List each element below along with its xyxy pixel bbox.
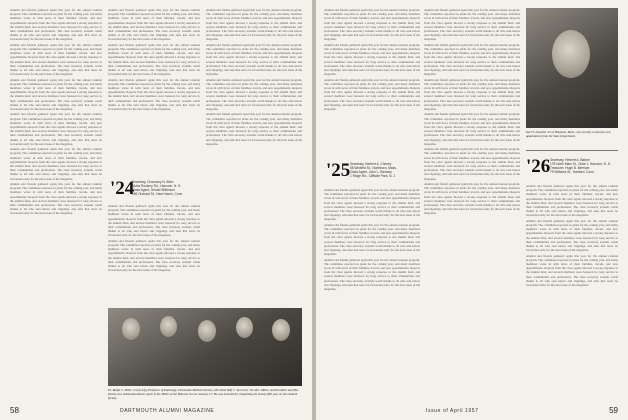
portrait-face <box>552 30 590 78</box>
section-divider <box>526 150 618 151</box>
person-3-face <box>198 320 216 342</box>
person-4-face <box>236 317 253 338</box>
right-column-1-bottom: Alumni and friends gathered again this year for the annual reunion program. The committee reported on plans for the coming year, and many members wrote in with news of their families, travels, and new appointments. Reports from the class agents showed a strong response to the alumni fund, and several members were honored for long service to their communities and professions. The class secretary extends warm thanks to all who sent letters and clippings, and asks that news be forwarded early for the next issue of the magazine. Alumni and friends gathered again this year for the annual reunion program. The committee reported on plans for the coming year, and many members wrote in with news of their families, travels, and new appointments. Reports from the class agents showed a strong response to the alumni fund, and several members were honored for long service to their communities and professions. The class secretary extends warm thanks to all who sent letters and clippings, and asks that news be forwarded early for the next issue of the magazine. Alumni and friends gathered again this year for the annual reunion program. The committee reported on plans for the coming year, and many members wrote in with news of their families, travels, and new appointments. Reports from the class agents showed a strong response to the alumni fund, and several members were honored for long service to their communities and professions. The class secretary extends warm thanks to all who sent letters and clippings, and asks that news be forwarded early for the next issue of the magazine. <box>324 188 420 292</box>
page-number-right: 59 <box>609 406 618 415</box>
group-photo-caption: Dr. Ralph C. Miller '24 (at left), Professor of Pathology, Dartmouth Medical School, with Dean Rolf C. Syvertsen '18, Mrs. Miller, and President and Mrs. Dickey at a testimonial dinner given to Dr. Miller at the Hanover Inn on January 17. He was honored for completing his twenty-fifth year on the medical faculty. <box>108 388 299 400</box>
class-year-heading-26: '26 <box>526 156 551 177</box>
right-column-1-top: Alumni and friends gathered again this year for the annual reunion program. The committee reported on plans for the coming year, and many members wrote in with news of their families, travels, and new appointments. Reports from the class agents showed a strong response to the alumni fund, and several members were honored for long service to their communities and professions. The class secretary extends warm thanks to all who sent letters and clippings, and asks that news be forwarded early for the next issue of the magazine. Alumni and friends gathered again this year for the annual reunion program. The committee reported on plans for the coming year, and many members wrote in with news of their families, travels, and new appointments. Reports from the class agents showed a strong response to the alumni fund, and several members were honored for long service to their communities and professions. The class secretary extends warm thanks to all who sent letters and clippings, and asks that news be forwarded early for the next issue of the magazine. Alumni and friends gathered again this year for the annual reunion program. The committee reported on plans for the coming year, and many members wrote in with news of their families, travels, and new appointments. Reports from the class agents showed a strong response to the alumni fund, and several members were honored for long service to their communities and professions. The class secretary extends warm thanks to all who sent letters and clippings, and asks that news be forwarded early for the next issue of the magazine. <box>324 8 420 112</box>
class-24-secretary-info: Secretary, Chauncey N. Allen Aloha Rockery Rd., Hanover, N. H. Class Agent, Gerald Wilkinson 596 Orchard St., New Haven, Conn. <box>132 180 184 196</box>
magazine-footer: DARTMOUTH ALUMNI MAGAZINE <box>120 408 215 414</box>
class-year-heading-25: '25 <box>326 160 351 181</box>
person-2-face <box>160 316 177 337</box>
portrait-photo <box>526 8 618 128</box>
issue-footer: Issue of April 1957 <box>426 408 479 414</box>
right-column-3: Alumni and friends gathered again this year for the annual reunion program. The committee reported on plans for the coming year, and many members wrote in with news of their families, travels, and new appointments. Reports from the class agents showed a strong response to the alumni fund, and several members were honored for long service to their communities and professions. The class secretary extends warm thanks to all who sent letters and clippings, and asks that news be forwarded early for the next issue of the magazine. Alumni and friends gathered again this year for the annual reunion program. The committee reported on plans for the coming year, and many members wrote in with news of their families, travels, and new appointments. Reports from the class agents showed a strong response to the alumni fund, and several members were honored for long service to their communities and professions. The class secretary extends warm thanks to all who sent letters and clippings, and asks that news be forwarded early for the next issue of the magazine. Alumni and friends gathered again this year for the annual reunion program. The committee reported on plans for the coming year, and many members wrote in with news of their families, travels, and new appointments. Reports from the class agents showed a strong response to the alumni fund, and several members were honored for long service to their communities and professions. The class secretary extends warm thanks to all who sent letters and clippings, and asks that news be forwarded early for the next issue of the magazine. <box>526 184 618 288</box>
class-26-secretary-info: Secretary, Herbert A. Barker 178 North Main St., Suite 1, Hanover, N. H. Treasurer, Hugh B. Merriam 79 Williams St., Hartford, Conn. <box>550 158 611 174</box>
person-5-face <box>272 319 290 341</box>
page-number-left: 58 <box>10 406 19 415</box>
left-column-3: Alumni and friends gathered again this year for the annual reunion program. The committee reported on plans for the coming year, and many members wrote in with news of their families, travels, and new appointments. Reports from the class agents showed a strong response to the alumni fund, and several members were honored for long service to their communities and professions. The class secretary extends warm thanks to all who sent letters and clippings, and asks that news be forwarded early for the next issue of the magazine. Alumni and friends gathered again this year for the annual reunion program. The committee reported on plans for the coming year, and many members wrote in with news of their families, travels, and new appointments. Reports from the class agents showed a strong response to the alumni fund, and several members were honored for long service to their communities and professions. The class secretary extends warm thanks to all who sent letters and clippings, and asks that news be forwarded early for the next issue of the magazine. Alumni and friends gathered again this year for the annual reunion program. The committee reported on plans for the coming year, and many members wrote in with news of their families, travels, and new appointments. Reports from the class agents showed a strong response to the alumni fund, and several members were honored for long service to their communities and professions. The class secretary extends warm thanks to all who sent letters and clippings, and asks that news be forwarded early for the next issue of the magazine. Alumni and friends gathered again this year for the annual reunion program. The committee reported on plans for the coming year, and many members wrote in with news of their families, travels, and new appointments. Reports from the class agents showed a strong response to the alumni fund, and several members were honored for long service to their communities and professions. The class secretary extends warm thanks to all who sent letters and clippings, and asks that news be forwarded early for the next issue of the magazine. <box>206 8 302 146</box>
group-photo <box>108 308 302 386</box>
person-1-face <box>122 318 140 340</box>
left-page <box>0 0 312 420</box>
left-column-2-top: Alumni and friends gathered again this year for the annual reunion program. The committee reported on plans for the coming year, and many members wrote in with news of their families, travels, and new appointments. Reports from the class agents showed a strong response to the alumni fund, and several members were honored for long service to their communities and professions. The class secretary extends warm thanks to all who sent letters and clippings, and asks that news be forwarded early for the next issue of the magazine. Alumni and friends gathered again this year for the annual reunion program. The committee reported on plans for the coming year, and many members wrote in with news of their families, travels, and new appointments. Reports from the class agents showed a strong response to the alumni fund, and several members were honored for long service to their communities and professions. The class secretary extends warm thanks to all who sent letters and clippings, and asks that news be forwarded early for the next issue of the magazine. Alumni and friends gathered again this year for the annual reunion program. The committee reported on plans for the coming year, and many members wrote in with news of their families, travels, and new appointments. Reports from the class agents showed a strong response to the alumni fund, and several members were honored for long service to their communities and professions. The class secretary extends warm thanks to all who sent letters and clippings, and asks that news be forwarded early for the next issue of the magazine. <box>108 8 200 112</box>
right-column-2: Alumni and friends gathered again this year for the annual reunion program. The committee reported on plans for the coming year, and many members wrote in with news of their families, travels, and new appointments. Reports from the class agents showed a strong response to the alumni fund, and several members were honored for long service to their communities and professions. The class secretary extends warm thanks to all who sent letters and clippings, and asks that news be forwarded early for the next issue of the magazine. Alumni and friends gathered again this year for the annual reunion program. The committee reported on plans for the coming year, and many members wrote in with news of their families, travels, and new appointments. Reports from the class agents showed a strong response to the alumni fund, and several members were honored for long service to their communities and professions. The class secretary extends warm thanks to all who sent letters and clippings, and asks that news be forwarded early for the next issue of the magazine. Alumni and friends gathered again this year for the annual reunion program. The committee reported on plans for the coming year, and many members wrote in with news of their families, travels, and new appointments. Reports from the class agents showed a strong response to the alumni fund, and several members were honored for long service to their communities and professions. The class secretary extends warm thanks to all who sent letters and clippings, and asks that news be forwarded early for the next issue of the magazine. Alumni and friends gathered again this year for the annual reunion program. The committee reported on plans for the coming year, and many members wrote in with news of their families, travels, and new appointments. Reports from the class agents showed a strong response to the alumni fund, and several members were honored for long service to their communities and professions. The class secretary extends warm thanks to all who sent letters and clippings, and asks that news be forwarded early for the next issue of the magazine. Alumni and friends gathered again this year for the annual reunion program. The committee reported on plans for the coming year, and many members wrote in with news of their families, travels, and new appointments. Reports from the class agents showed a strong response to the alumni fund, and several members were honored for long service to their communities and professions. The class secretary extends warm thanks to all who sent letters and clippings, and asks that news be forwarded early for the next issue of the magazine. Alumni and friends gathered again this year for the annual reunion program. The committee reported on plans for the coming year, and many members wrote in with news of their families, travels, and new appointments. Reports from the class agents showed a strong response to the alumni fund, and several members were honored for long service to their communities and professions. The class secretary extends warm thanks to all who sent letters and clippings, and asks that news be forwarded early for the next issue of the magazine. <box>424 8 520 216</box>
left-column-1: Alumni and friends gathered again this year for the annual reunion program. The committee reported on plans for the coming year, and many members wrote in with news of their families, travels, and new appointments. Reports from the class agents showed a strong response to the alumni fund, and several members were honored for long service to their communities and professions. The class secretary extends warm thanks to all who sent letters and clippings, and asks that news be forwarded early for the next issue of the magazine. Alumni and friends gathered again this year for the annual reunion program. The committee reported on plans for the coming year, and many members wrote in with news of their families, travels, and new appointments. Reports from the class agents showed a strong response to the alumni fund, and several members were honored for long service to their communities and professions. The class secretary extends warm thanks to all who sent letters and clippings, and asks that news be forwarded early for the next issue of the magazine. Alumni and friends gathered again this year for the annual reunion program. The committee reported on plans for the coming year, and many members wrote in with news of their families, travels, and new appointments. Reports from the class agents showed a strong response to the alumni fund, and several members were honored for long service to their communities and professions. The class secretary extends warm thanks to all who sent letters and clippings, and asks that news be forwarded early for the next issue of the magazine. Alumni and friends gathered again this year for the annual reunion program. The committee reported on plans for the coming year, and many members wrote in with news of their families, travels, and new appointments. Reports from the class agents showed a strong response to the alumni fund, and several members were honored for long service to their communities and professions. The class secretary extends warm thanks to all who sent letters and clippings, and asks that news be forwarded early for the next issue of the magazine. Alumni and friends gathered again this year for the annual reunion program. The committee reported on plans for the coming year, and many members wrote in with news of their families, travels, and new appointments. Reports from the class agents showed a strong response to the alumni fund, and several members were honored for long service to their communities and professions. The class secretary extends warm thanks to all who sent letters and clippings, and asks that news be forwarded early for the next issue of the magazine. Alumni and friends gathered again this year for the annual reunion program. The committee reported on plans for the coming year, and many members wrote in with news of their families, travels, and new appointments. Reports from the class agents showed a strong response to the alumni fund, and several members were honored for long service to their communities and professions. The class secretary extends warm thanks to all who sent letters and clippings, and asks that news be forwarded early for the next issue of the magazine. <box>10 8 102 216</box>
portrait-photo-caption: Karl F. Lipsettle '25 of Hingham, Mass., has recently received a new appointment from the State Department. <box>526 130 611 138</box>
left-column-2-bottom: Alumni and friends gathered again this year for the annual reunion program. The committee reported on plans for the coming year, and many members wrote in with news of their families, travels, and new appointments. Reports from the class agents showed a strong response to the alumni fund, and several members were honored for long service to their communities and professions. The class secretary extends warm thanks to all who sent letters and clippings, and asks that news be forwarded early for the next issue of the magazine. Alumni and friends gathered again this year for the annual reunion program. The committee reported on plans for the coming year, and many members wrote in with news of their families, travels, and new appointments. Reports from the class agents showed a strong response to the alumni fund, and several members were honored for long service to their communities and professions. The class secretary extends warm thanks to all who sent letters and clippings, and asks that news be forwarded early for the next issue of the magazine. <box>108 204 200 273</box>
right-page <box>316 0 628 420</box>
class-25-secretary-info: Secretary, Herbert A. Cheney 58 Winfield St., Northboro, Mass. Class Agent, John L. Ramsey 1 Ridge Rd., Cliffside Park, N. J. <box>350 162 397 178</box>
class-year-heading-24: '24 <box>110 178 135 199</box>
